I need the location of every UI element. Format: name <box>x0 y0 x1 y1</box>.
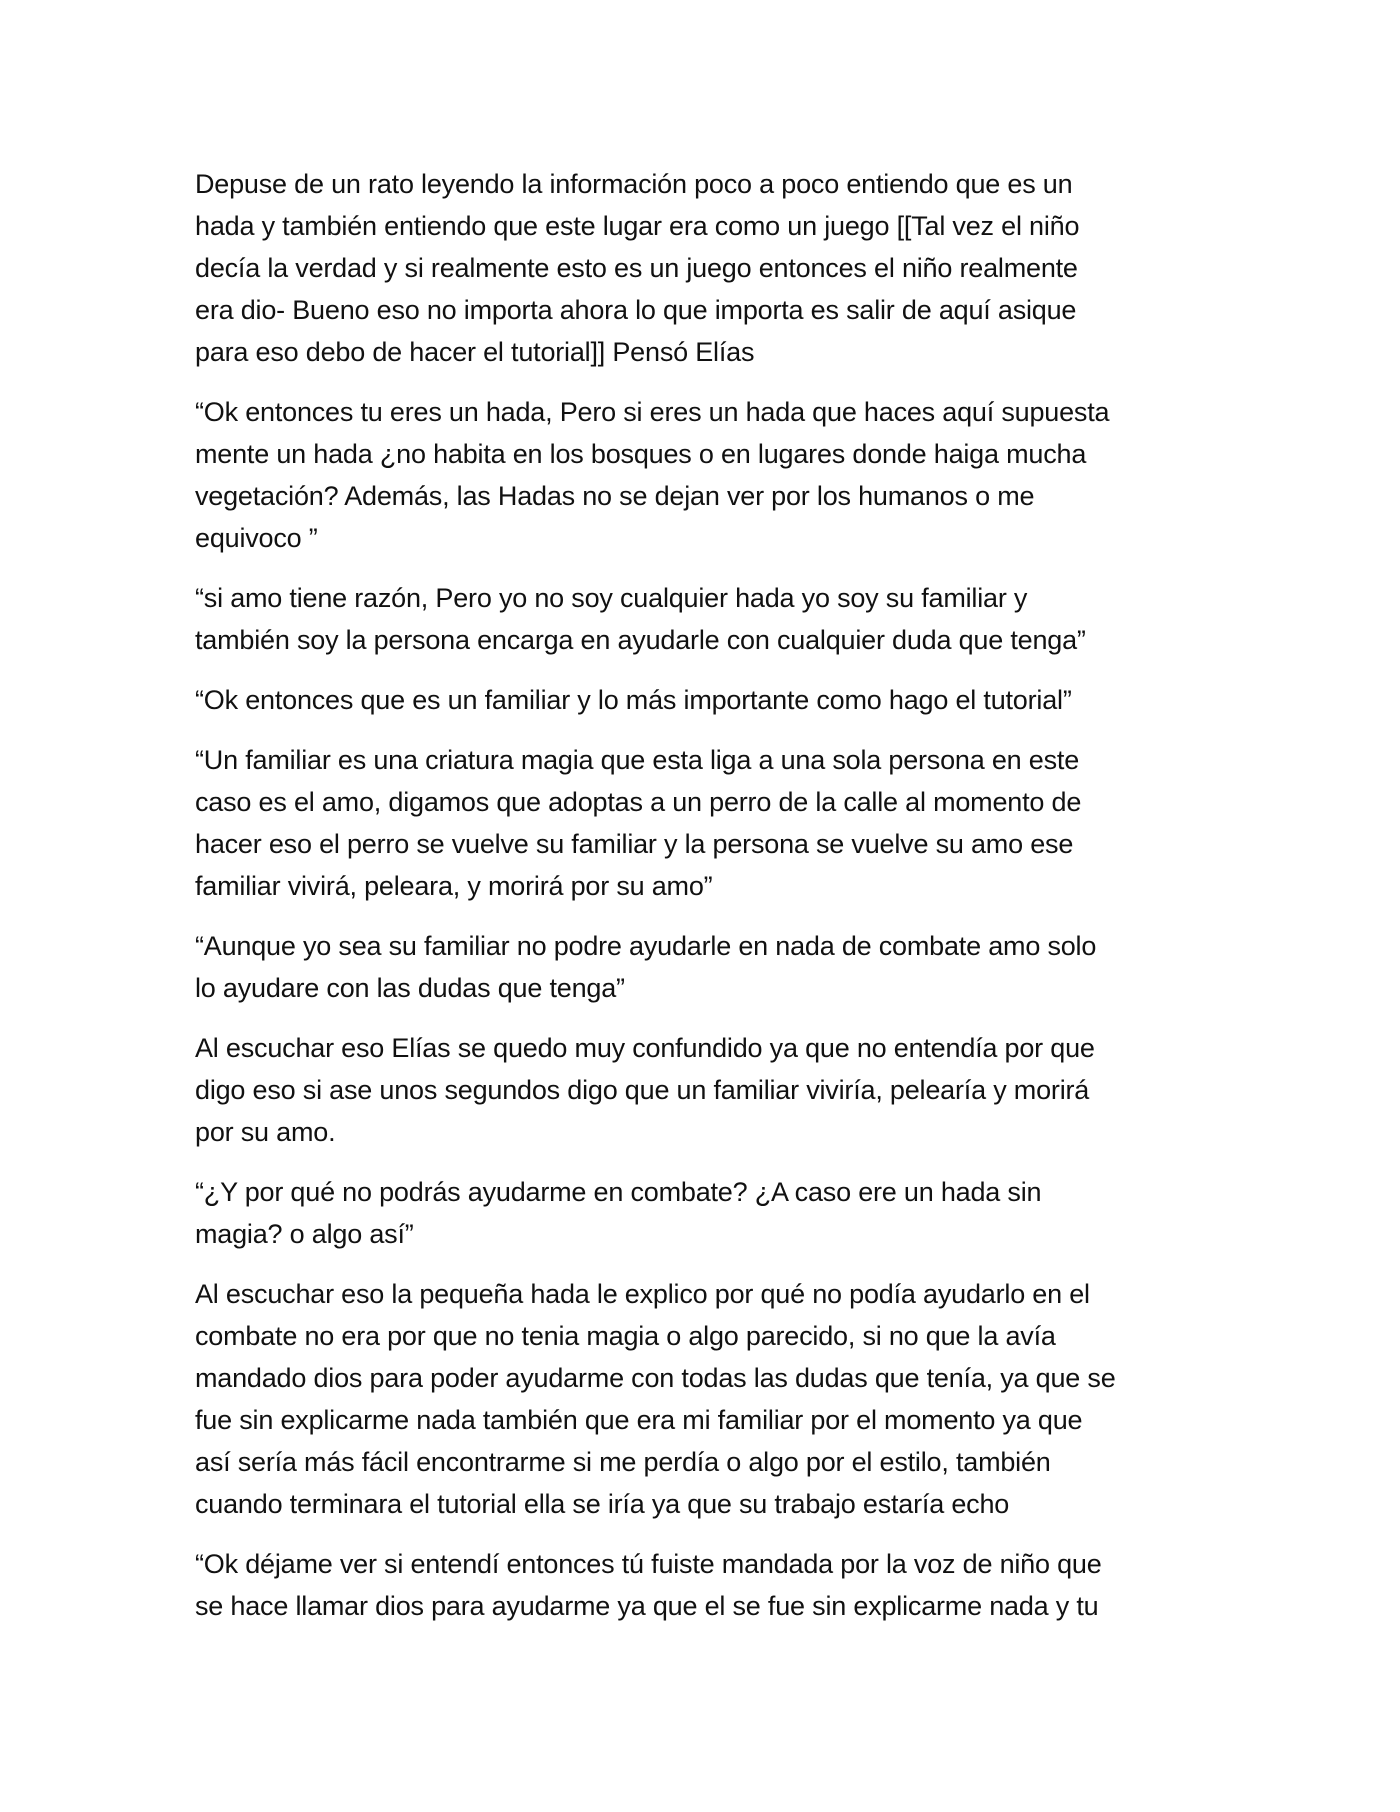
text-line: combate no era por que no tenia magia o algo parecido, si no que la avía <box>195 1321 1056 1351</box>
text-line: mandado dios para poder ayudarme con todas las dudas que tenía, ya que se <box>195 1363 1116 1393</box>
text-line: “si amo tiene razón, Pero yo no soy cualquier hada yo soy su familiar y <box>195 583 1028 613</box>
paragraph-6 <box>195 925 1215 1009</box>
text-line: digo eso si ase unos segundos digo que un familiar viviría, pelearía y morirá <box>195 1075 1090 1105</box>
text-line: lo ayudare con las dudas que tenga” <box>195 973 625 1003</box>
paragraph-1 <box>195 163 1215 373</box>
text-line: así sería más fácil encontrarme si me perdía o algo por el estilo, también <box>195 1447 1051 1477</box>
text-line: Al escuchar eso la pequeña hada le explico por qué no podía ayudarlo en el <box>195 1279 1090 1309</box>
paragraph-4 <box>195 679 1215 721</box>
text-line: cuando terminara el tutorial ella se iría ya que su trabajo estaría echo <box>195 1489 1010 1519</box>
text-line: magia? o algo así” <box>195 1219 414 1249</box>
text-line: mente un hada ¿no habita en los bosques o en lugares donde haiga mucha <box>195 439 1087 469</box>
text-line: familiar vivirá, peleara, y morirá por su amo” <box>195 871 713 901</box>
paragraph-2 <box>195 391 1215 559</box>
text-line: Al escuchar eso Elías se quedo muy confundido ya que no entendía por que <box>195 1033 1095 1063</box>
paragraph-10 <box>195 1543 1215 1627</box>
text-line: por su amo. <box>195 1117 336 1147</box>
document-body <box>195 163 1215 1645</box>
paragraph-3 <box>195 577 1215 661</box>
text-line: fue sin explicarme nada también que era mi familiar por el momento ya que <box>195 1405 1083 1435</box>
text-line: también soy la persona encarga en ayudarle con cualquier duda que tenga” <box>195 625 1086 655</box>
text-line: decía la verdad y si realmente esto es un juego entonces el niño realmente <box>195 253 1078 283</box>
paragraph-5 <box>195 739 1215 907</box>
text-line: “Aunque yo sea su familiar no podre ayudarle en nada de combate amo solo <box>195 931 1097 961</box>
text-line: “¿Y por qué no podrás ayudarme en combate? ¿A caso ere un hada sin <box>195 1177 1042 1207</box>
text-line: equivoco ” <box>195 523 318 553</box>
text-line: hada y también entiendo que este lugar era como un juego [[Tal vez el niño <box>195 211 1080 241</box>
text-line: vegetación? Además, las Hadas no se dejan ver por los humanos o me <box>195 481 1035 511</box>
paragraph-7 <box>195 1027 1215 1153</box>
text-line: “Un familiar es una criatura magia que esta liga a una sola persona en este <box>195 745 1080 775</box>
paragraph-8 <box>195 1171 1215 1255</box>
text-line: caso es el amo, digamos que adoptas a un perro de la calle al momento de <box>195 787 1082 817</box>
text-line: “Ok entonces tu eres un hada, Pero si eres un hada que haces aquí supuesta <box>195 397 1110 427</box>
text-line: se hace llamar dios para ayudarme ya que el se fue sin explicarme nada y tu <box>195 1591 1099 1621</box>
paragraph-9 <box>195 1273 1215 1525</box>
text-line: para eso debo de hacer el tutorial]] Pensó Elías <box>195 337 755 367</box>
text-line: era dio- Bueno eso no importa ahora lo que importa es salir de aquí asique <box>195 295 1077 325</box>
text-line: “Ok entonces que es un familiar y lo más importante como hago el tutorial” <box>195 685 1072 715</box>
text-line: “Ok déjame ver si entendí entonces tú fuiste mandada por la voz de niño que <box>195 1549 1102 1579</box>
text-line: Depuse de un rato leyendo la información poco a poco entiendo que es un <box>195 169 1073 199</box>
text-line: hacer eso el perro se vuelve su familiar y la persona se vuelve su amo ese <box>195 829 1074 859</box>
